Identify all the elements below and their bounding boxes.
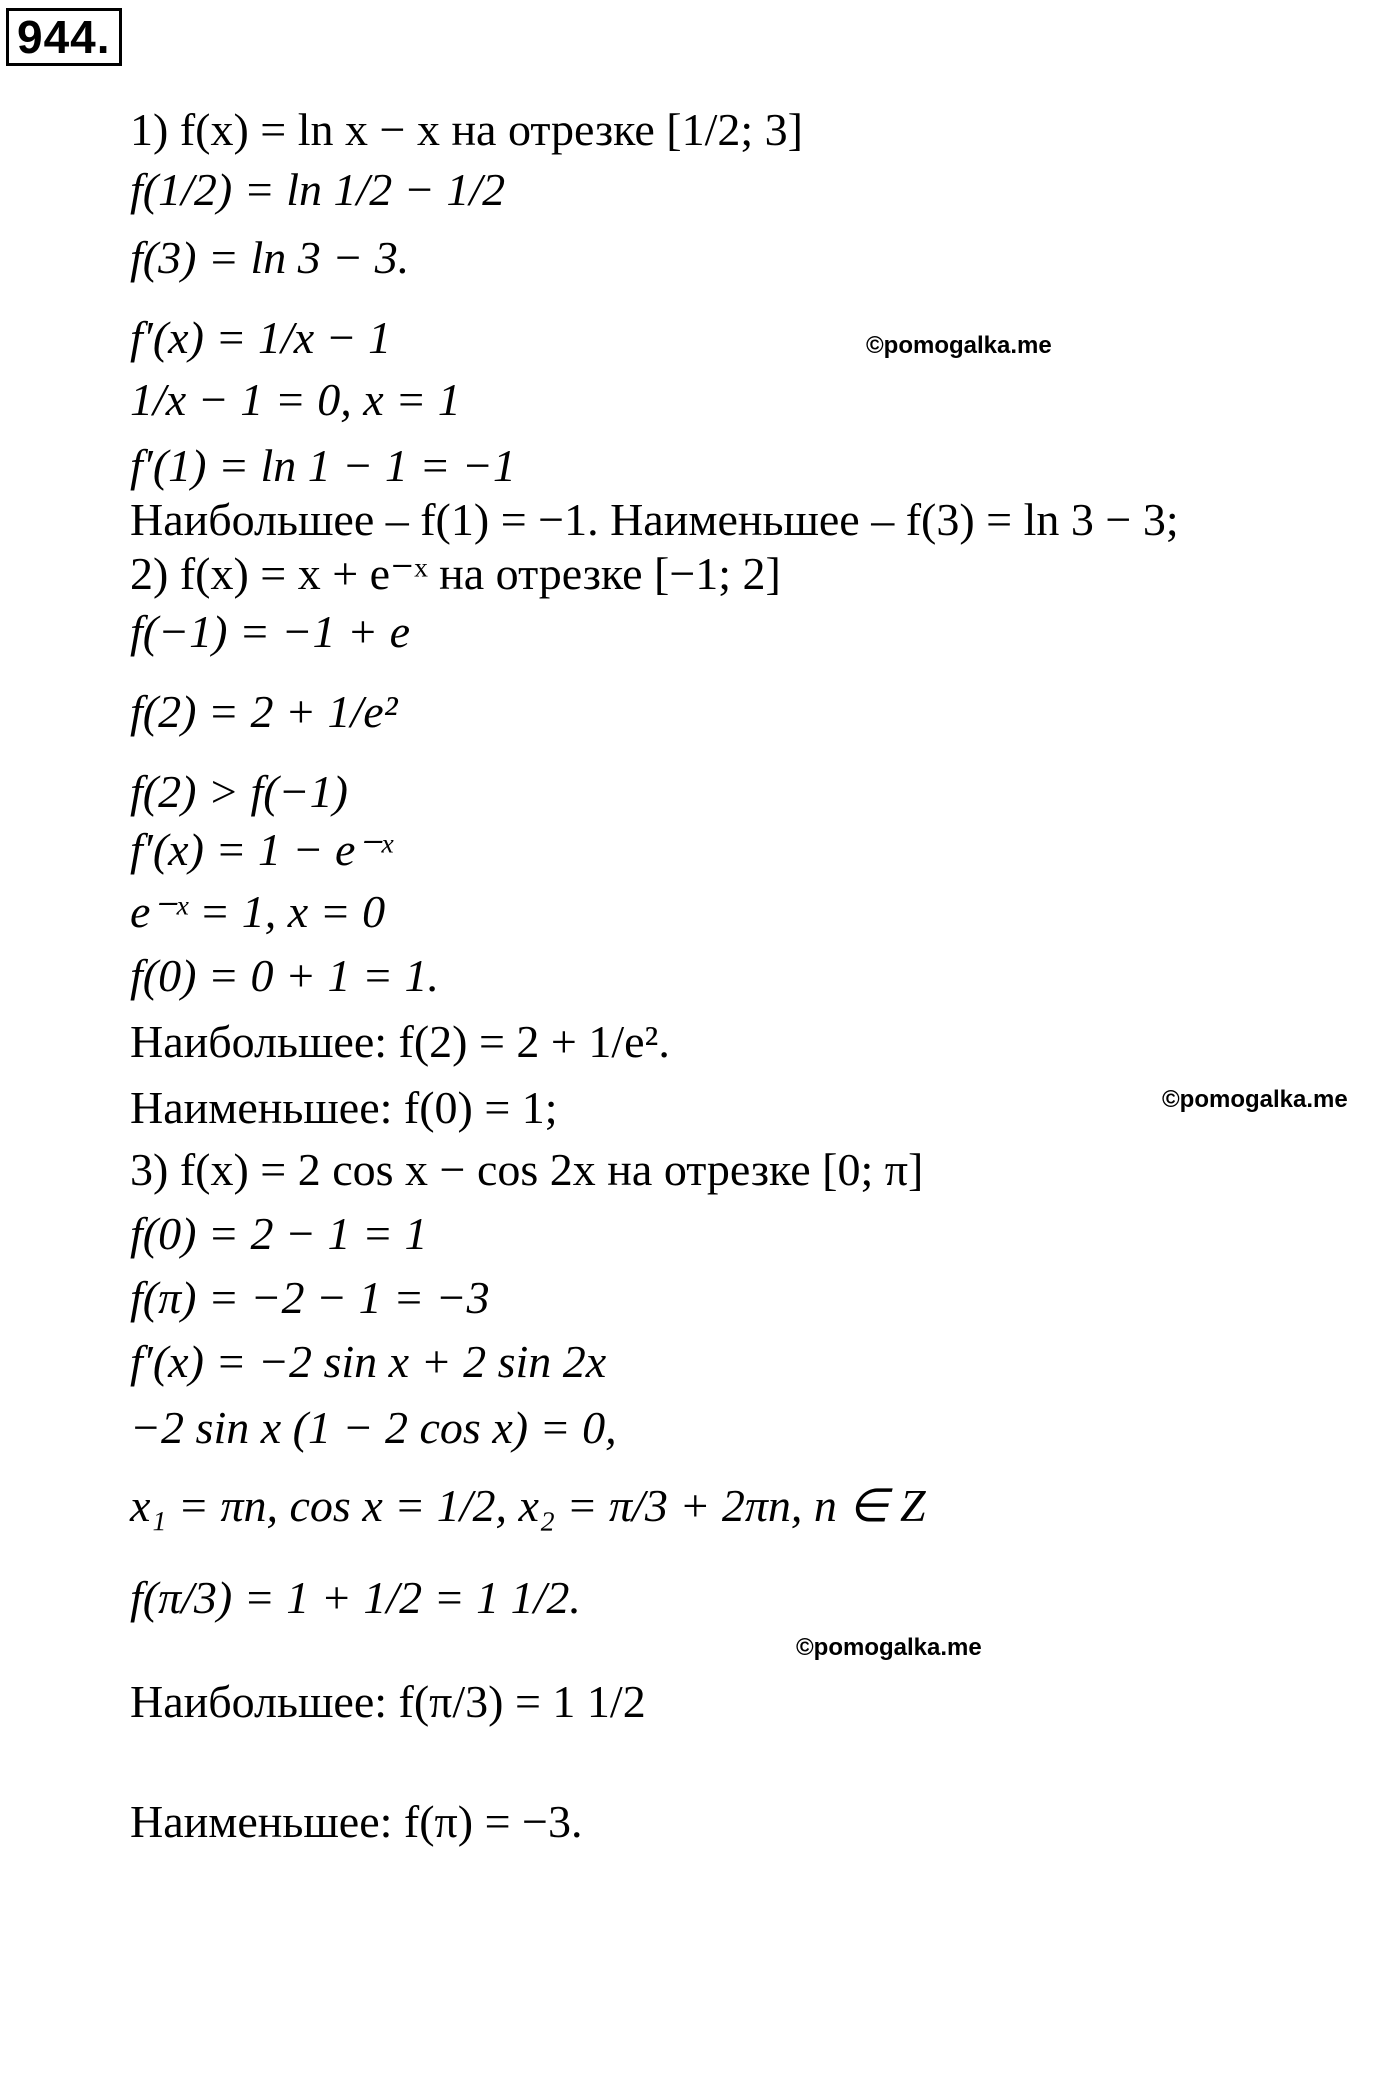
part-3-statement: 3) f(x) = 2 cos x − cos 2x на отрезке [0; π] [130, 1144, 924, 1195]
watermark: ©pomogalka.me [1162, 1086, 1348, 1113]
part-1-statement: 1) f(x) = ln x − x на отрезке [1/2; 3] [130, 104, 803, 155]
solution-line: f(3) = ln 3 − 3. [130, 232, 410, 283]
solution-line: f(π) = −2 − 1 = −3 [130, 1272, 490, 1323]
solution-line: f(π/3) = 1 + 1/2 = 1 1/2. [130, 1572, 581, 1623]
solution-line: f(0) = 0 + 1 = 1. [130, 950, 440, 1001]
solution-line: f′(1) = ln 1 − 1 = −1 [130, 440, 516, 491]
solution-line: f(1/2) = ln 1/2 − 1/2 [130, 164, 506, 215]
solution-line: f(−1) = −1 + e [130, 606, 410, 657]
watermark: ©pomogalka.me [866, 332, 1052, 359]
part-2-min: Наименьшее: f(0) = 1; [130, 1082, 558, 1133]
solution-line: f(2) = 2 + 1/e² [130, 686, 398, 737]
solution-line: 1/x − 1 = 0, x = 1 [130, 374, 461, 425]
solution-line: f(0) = 2 − 1 = 1 [130, 1208, 428, 1259]
part-3-max: Наибольшее: f(π/3) = 1 1/2 [130, 1676, 646, 1727]
part-1-answer: Наибольшее – f(1) = −1. Наименьшее – f(3) = ln 3 − 3; [130, 494, 1179, 545]
solution-line: x₁ = πn, cos x = 1/2, x₂ = π/3 + 2πn, n ∈ Z [130, 1480, 926, 1531]
part-2-statement: 2) f(x) = x + e⁻ˣ на отрезке [−1; 2] [130, 548, 781, 599]
solution-line: f′(x) = 1 − e⁻ˣ [130, 824, 393, 875]
problem-number-badge: 944. [6, 8, 122, 66]
part-3-min: Наименьшее: f(π) = −3. [130, 1796, 583, 1847]
solution-line: f(2) > f(−1) [130, 766, 348, 817]
watermark: ©pomogalka.me [796, 1634, 982, 1661]
solution-line: f′(x) = 1/x − 1 [130, 312, 392, 363]
solution-line: f′(x) = −2 sin x + 2 sin 2x [130, 1336, 607, 1387]
solution-line: −2 sin x (1 − 2 cos x) = 0, [130, 1402, 617, 1453]
solution-line: e⁻ˣ = 1, x = 0 [130, 886, 386, 937]
part-2-max: Наибольшее: f(2) = 2 + 1/e². [130, 1016, 670, 1067]
